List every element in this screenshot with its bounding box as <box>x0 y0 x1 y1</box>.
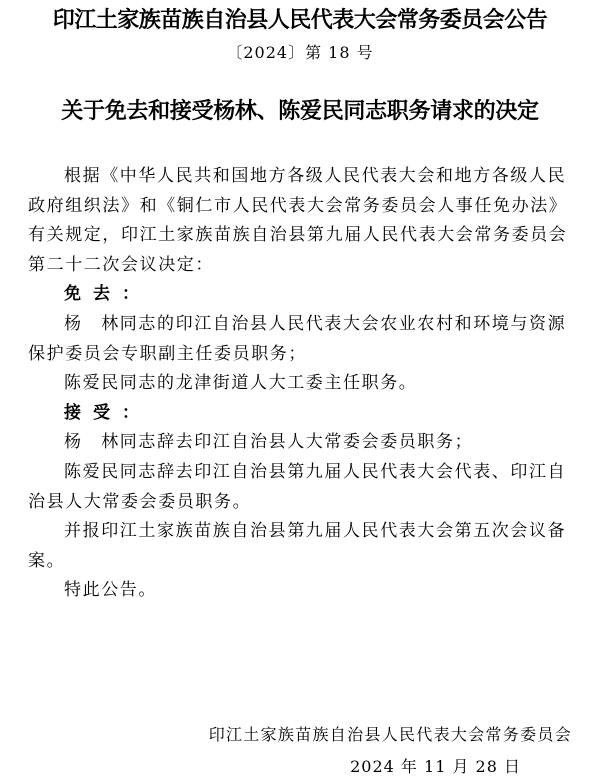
remove-item: 陈爱民同志的龙津街道人大工委主任职务。 <box>64 373 418 394</box>
announcement-header: 印江土家族苗族自治县人民代表大会常务委员会公告 <box>52 7 548 33</box>
document-body <box>28 162 580 606</box>
document-title: 关于免去和接受杨林、陈爱民同志职务请求的决定 <box>61 98 539 124</box>
accept-item: 杨 林同志辞去印江自治县人大常委会委员职务； <box>64 432 474 453</box>
announcement-number: 〔2024〕第 18 号 <box>226 43 374 62</box>
closing-line: 特此公告。 <box>64 580 157 601</box>
remove-item: 杨 林同志的印江自治县人民代表大会农业农村和环境与资源保护委员会专职副主任委员职务； <box>28 313 567 364</box>
signature-date: 2024 年 11 月 28 日 <box>350 757 521 776</box>
accept-item: 陈爱民同志辞去印江自治县第九届人民代表大会代表、印江自治县人大常委会委员职务。 <box>28 461 567 512</box>
intro-paragraph: 根据《中华人民共和国地方各级人民代表大会和地方各级人民政府组织法》和《铜仁市人民代表大会常务委员会人事任免办法》有关规定，印江土家族苗族自治县第九届人民代表大会常务委员会第二十二次会议决定： <box>28 166 568 275</box>
report-paragraph: 并报印江土家族苗族自治县第九届人民代表大会第五次会议备案。 <box>28 521 567 571</box>
accept-heading: 接受： <box>64 402 151 423</box>
signature-organization: 印江土家族苗族自治县人民代表大会常务委员会 <box>208 725 572 744</box>
remove-heading: 免去： <box>64 284 151 305</box>
